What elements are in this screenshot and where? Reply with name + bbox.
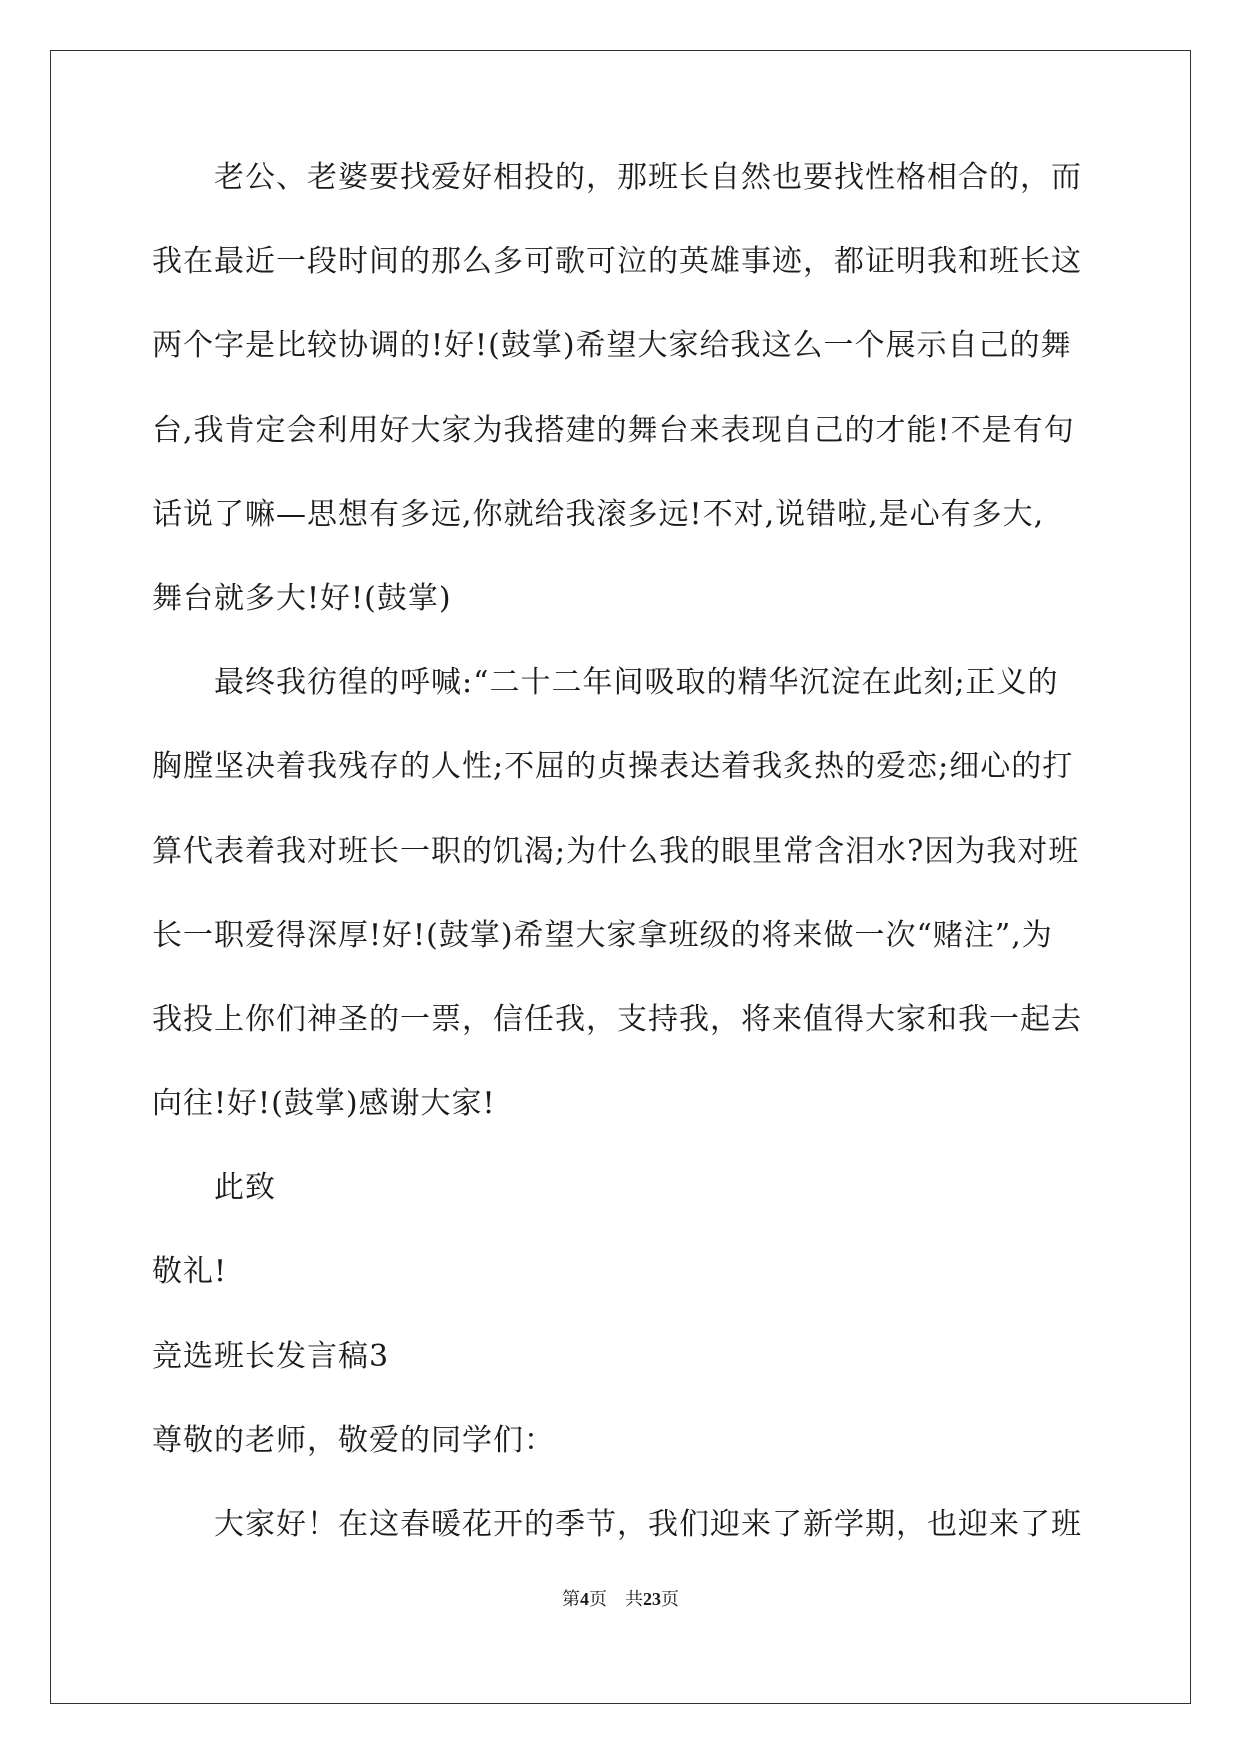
current-page-number: 4	[580, 1589, 589, 1609]
page-unit: 页	[589, 1589, 607, 1609]
closing-regards: 敬礼!	[152, 1254, 228, 1290]
total-unit: 页	[661, 1589, 679, 1609]
total-prefix: 共	[625, 1589, 643, 1609]
text-line: 老公、老婆要找爱好相投的，那班长自然也要找性格相合的，而	[214, 160, 1082, 195]
text-line: 两个字是比较协调的!好!(鼓掌)希望大家给我这么一个展示自己的舞	[152, 328, 1072, 364]
text-line: 算代表着我对班长一职的饥渴;为什么我的眼里常含泪水?因为我对班	[152, 833, 1080, 869]
section-title: 竞选班长发言稿3	[152, 1338, 390, 1374]
total-page-count: 23	[643, 1589, 661, 1609]
text-line: 最终我彷徨的呼喊:“二十二年间吸取的精华沉淀在此刻;正义的	[214, 665, 1059, 701]
text-line: 台,我肯定会利用好大家为我搭建的舞台来表现自己的才能!不是有句	[152, 412, 1075, 448]
document-body	[152, 160, 1088, 1591]
page-footer	[0, 1585, 1241, 1611]
page-prefix: 第	[562, 1589, 580, 1609]
text-line: 话说了嘛—思想有多远,你就给我滚多远!不对,说错啦,是心有多大,	[152, 496, 1045, 532]
closing-salutation: 此致	[214, 1170, 276, 1206]
text-line: 大家好！在这春暖花开的季节，我们迎来了新学期，也迎来了班	[214, 1507, 1082, 1542]
text-line: 舞台就多大!好!(鼓掌)	[152, 580, 452, 616]
greeting: 尊敬的老师，敬爱的同学们：	[152, 1422, 555, 1458]
text-line: 我在最近一段时间的那么多可歌可泣的英雄事迹，都证明我和班长这	[152, 244, 1082, 280]
text-line: 长一职爱得深厚!好!(鼓掌)希望大家拿班级的将来做一次“赌注”,为	[152, 917, 1053, 953]
text-line: 胸膛坚决着我残存的人性;不屈的贞操表达着我炙热的爱恋;细心的打	[152, 749, 1074, 785]
text-line: 向往!好!(鼓掌)感谢大家!	[152, 1086, 496, 1122]
text-line: 我投上你们神圣的一票，信任我，支持我，将来值得大家和我一起去	[152, 1001, 1082, 1037]
